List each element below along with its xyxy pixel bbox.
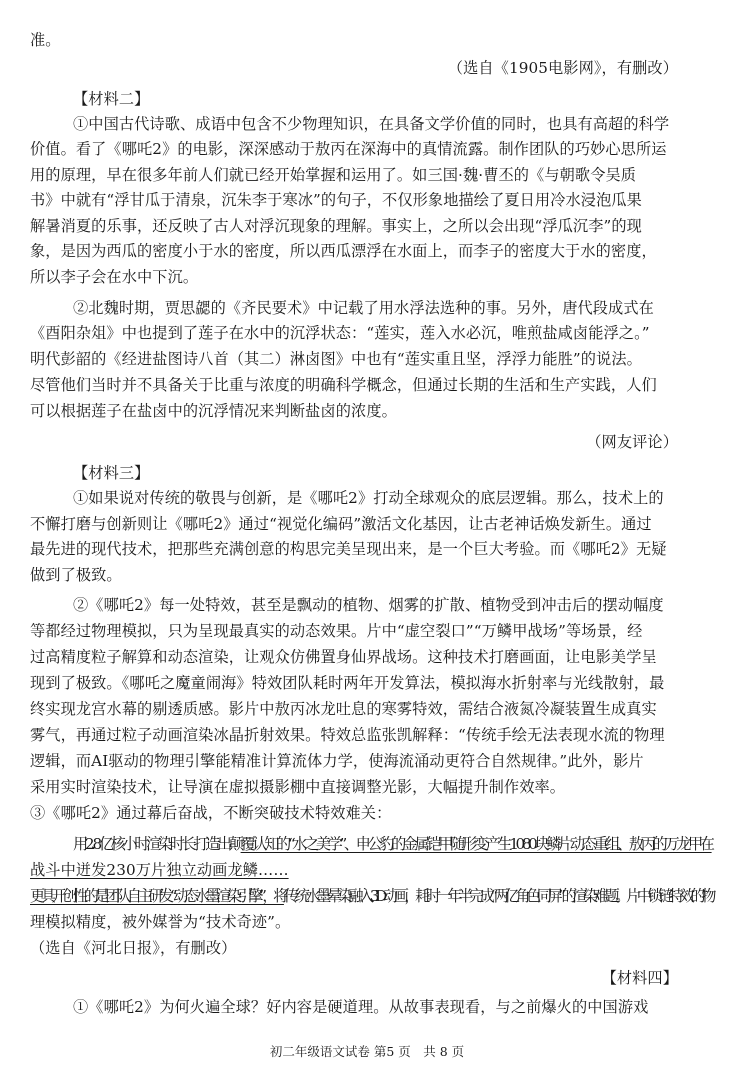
text-line: 用的原理，早在很多年前人们就已经开始掌握和运用了。如三国·魏·曹丕的《与朝歌令吴质 [30, 166, 637, 184]
source-note: （网友评论） [586, 433, 678, 451]
text-line: 《酉阳杂俎》中也提到了莲子在水中的沉浮状态：“莲实，莲入水必沉，唯煎盐咸卤能浮之。” [30, 324, 650, 342]
text-line: 象，是因为西瓜的密度小于水的密度，所以西瓜漂浮在水面上，而李子的密度大于水的密度， [30, 242, 657, 260]
text-line [73, 834, 712, 854]
text-line: 做到了极致。 [30, 566, 122, 584]
text-line: ②北魏时期，贾思勰的《齐民要术》中记载了用水浮法选种的事。另外，唐代段成式在 [73, 299, 654, 317]
underlined-text: 覆认知的“水之美学”、申公豹的金属铠甲随形变产生1080块鳞片动态重组、敖丙的万龙甲在 [240, 835, 712, 853]
text-line: 解暑消夏的乐事，还反映了古人对浮沉现象的理解。事实上，之所以会出现“浮瓜沉李”的现 [30, 217, 642, 235]
text-line: 价值。看了《哪吒2》的电影，深深感动于敖丙在深海中的真情流露。制作团队的巧妙心思所运 [30, 140, 667, 158]
text-line: 采用实时渲染技术，让导演在虚拟摄影棚中直接调整光影，大幅提升制作效率。 [30, 778, 566, 796]
text-line: 不懈打磨与创新则让《哪吒2》通过“视觉化编码”激活文化基因，让古老神话焕发新生。通过 [30, 515, 652, 533]
text-line: 雾气，再通过粒子动画渲染冰晶折射效果。特效总监张凯解释：“传统手绘无法表现水流的物理 [30, 726, 665, 744]
text-line: 可以根据莲子在盐卤中的沉浮情况来判断盐卤的浓度。 [30, 402, 397, 420]
text-segment: 用2.8亿核小时渲染时长打造出颠 [73, 835, 241, 853]
text-line: 尽管他们当时并不具备关于比重与浓度的明确科学概念，但通过长期的生活和生产实践，人们 [30, 376, 657, 394]
text-line: 书》中就有“浮甘瓜于清泉，沉朱李于寒冰”的句子，不仅形象地描绘了夏日用冷水浸泡瓜果 [30, 191, 642, 209]
text-line: 现到了极致。《哪吒之魔童闹海》特效团队耗时两年开发算法，模拟海水折射率与光线散射，最 [30, 674, 665, 692]
text-line: 明代彭韶的《经进盐图诗八首（其二）淋卤图》中也有“莲实重且坚，浮浮力能胜”的说法。 [30, 350, 642, 368]
text-segment: 传统水墨晕染融入3D动画，耗时一年半完成“两亿角色同屏”的渲染难题。片中锁链特效的物 [283, 887, 713, 905]
text-line: 所以李子会在水中下沉。 [30, 268, 199, 286]
text-line: 等都经过物理模拟，只为呈现最真实的动态效果。片中“虚空裂口”“万鳞甲战场”等场景，经 [30, 622, 643, 640]
text-line: 理模拟精度，被外媒誉为“技术奇迹”。 [30, 913, 291, 931]
section-heading: 【材料二】 [73, 90, 150, 108]
text-line: 终实现龙宫水幕的剔透质感。影片中敖丙冰龙吐息的寒雾特效，需结合液氮冷凝装置生成真实 [30, 700, 657, 718]
text-line: ②《哪吒2》每一处特效，甚至是飘动的植物、烟雾的扩散、植物受到冲击后的摆动幅度 [73, 596, 664, 614]
section-heading: 【材料三】 [73, 464, 150, 482]
text-line: 逻辑，而AI驱动的物理引擎能精准计算流体力学，使海流涌动更符合自然规律。”此外，影片 [30, 752, 644, 770]
text-line: 准。 [30, 31, 61, 49]
text-line: ①如果说对传统的敬畏与创新，是《哪吒2》打动全球观众的底层逻辑。那么，技术上的 [73, 489, 664, 507]
source-note: （选自《1905电影网》，有删改） [447, 59, 678, 77]
text-line: ③《哪吒2》通过幕后奋战，不断突破技术特效难关： [30, 804, 392, 822]
section-heading: ①《哪吒2》为何火遍全球？好内容是硬道理。从故事表现看，与之前爆火的中国游戏 [73, 998, 649, 1016]
text-line: ①中国古代诗歌、成语中包含不少物理知识，在具备文学价值的同时，也具有高超的科学 [73, 115, 670, 133]
source-note: 【材料四】 [601, 969, 678, 987]
text-line: （选自《河北日报》，有删改） [30, 939, 237, 957]
underlined-text: 更具开创性的是团队自主研发“动态水墨渲染引擎”，将 [30, 887, 284, 905]
text-line [30, 886, 712, 906]
underlined-text: 战斗中迸发230万片独立动画龙鳞…… [30, 861, 289, 879]
page-footer: 初二年级语文试卷 第5 页 共 8 页 [269, 1044, 465, 1059]
text-line: 最先进的现代技术，把那些充满创意的构思完美呈现出来，是一个巨大考验。而《哪吒2》无疑 [30, 540, 667, 558]
text-line: 过高精度粒子解算和动态渲染，让观众仿佛置身仙界战场。这种技术打磨画面，让电影美学呈 [30, 648, 657, 666]
